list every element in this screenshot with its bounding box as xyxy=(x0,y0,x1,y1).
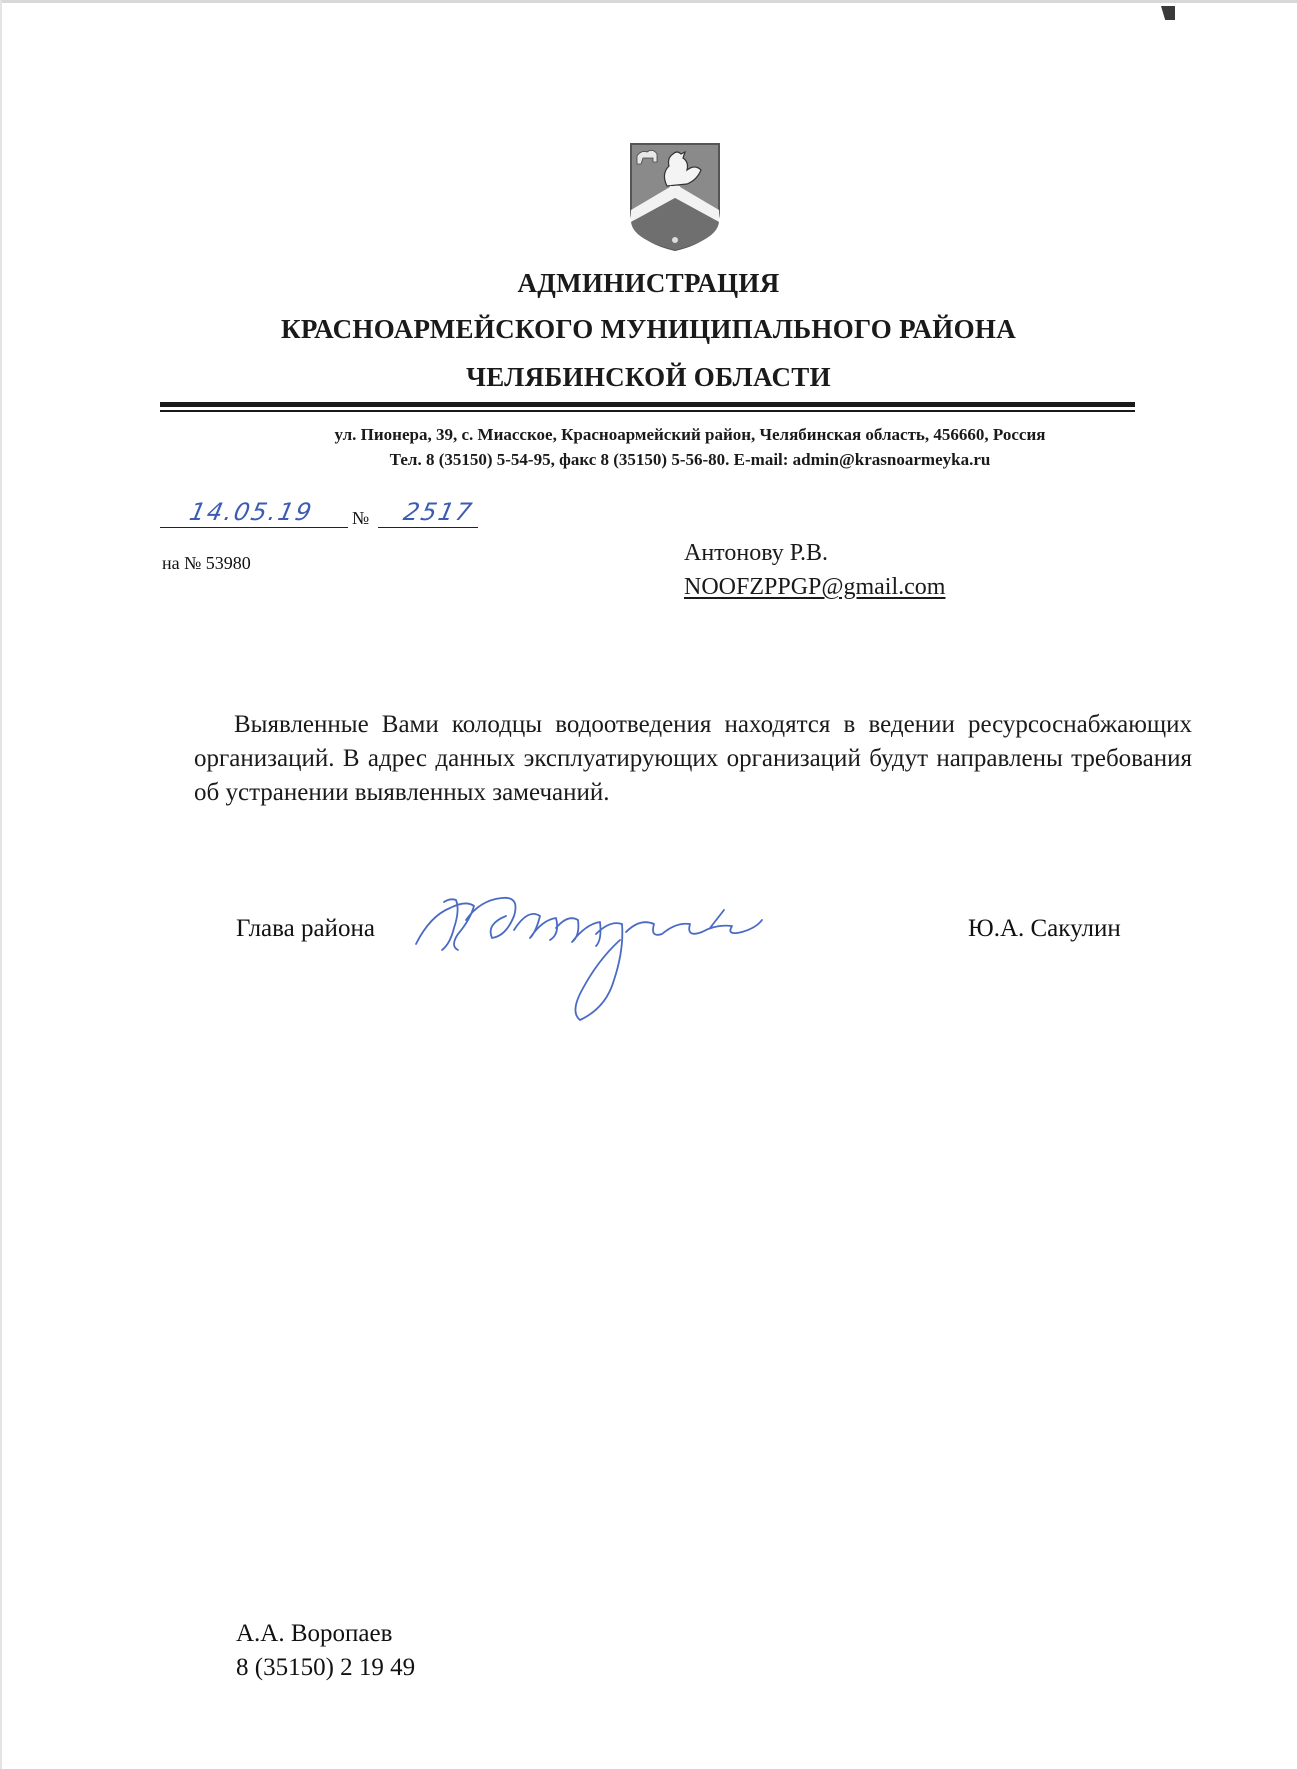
in-reply-to: на № 53980 xyxy=(162,553,251,573)
executor-name: А.А. Воропаев xyxy=(236,1620,393,1647)
executor-phone: 8 (35150) 2 19 49 xyxy=(236,1654,416,1681)
registration-number: 2517 xyxy=(401,498,477,526)
header-divider xyxy=(160,402,1135,407)
handwritten-signature xyxy=(410,880,790,1030)
addressee-name: Антонову Р.В. xyxy=(684,540,829,566)
signatory-name: Ю.А. Сакулин xyxy=(968,915,1121,942)
coat-of-arms-icon xyxy=(627,140,723,252)
number-sign: № xyxy=(352,508,370,528)
org-title-line3: ЧЕЛЯБИНСКОЙ ОБЛАСТИ xyxy=(466,362,831,392)
scan-corner-mark xyxy=(1161,6,1175,20)
signatory-title: Глава района xyxy=(236,915,375,942)
scan-edge xyxy=(0,0,2,1769)
org-title-line1: АДМИНИСТРАЦИЯ xyxy=(517,268,780,298)
org-title-line2: КРАСНОАРМЕЙСКОГО МУНИЦИПАЛЬНОГО РАЙОНА xyxy=(280,314,1017,344)
org-contacts: Тел. 8 (35150) 5-54-95, факс 8 (35150) 5-56-80. E-mail: admin@krasnoarmeyka.ru xyxy=(389,450,991,469)
letter-body: Выявленные Вами колодцы водоотведения находятся в ведении ресурсоснабжающих организаций. В адрес данных эксплуатирующих организаций будут направлены требования об устранении выявленных замечаний. xyxy=(194,711,1192,806)
scan-edge xyxy=(0,0,1297,3)
registration-date: 14.05.19 xyxy=(187,498,316,526)
addressee-email: NOOFZPPGP@gmail.com xyxy=(684,574,946,600)
org-address: ул. Пионера, 39, с. Миасское, Красноармейский район, Челябинская область, 456660, Россия xyxy=(334,425,1046,444)
header-divider-thin xyxy=(160,410,1135,412)
